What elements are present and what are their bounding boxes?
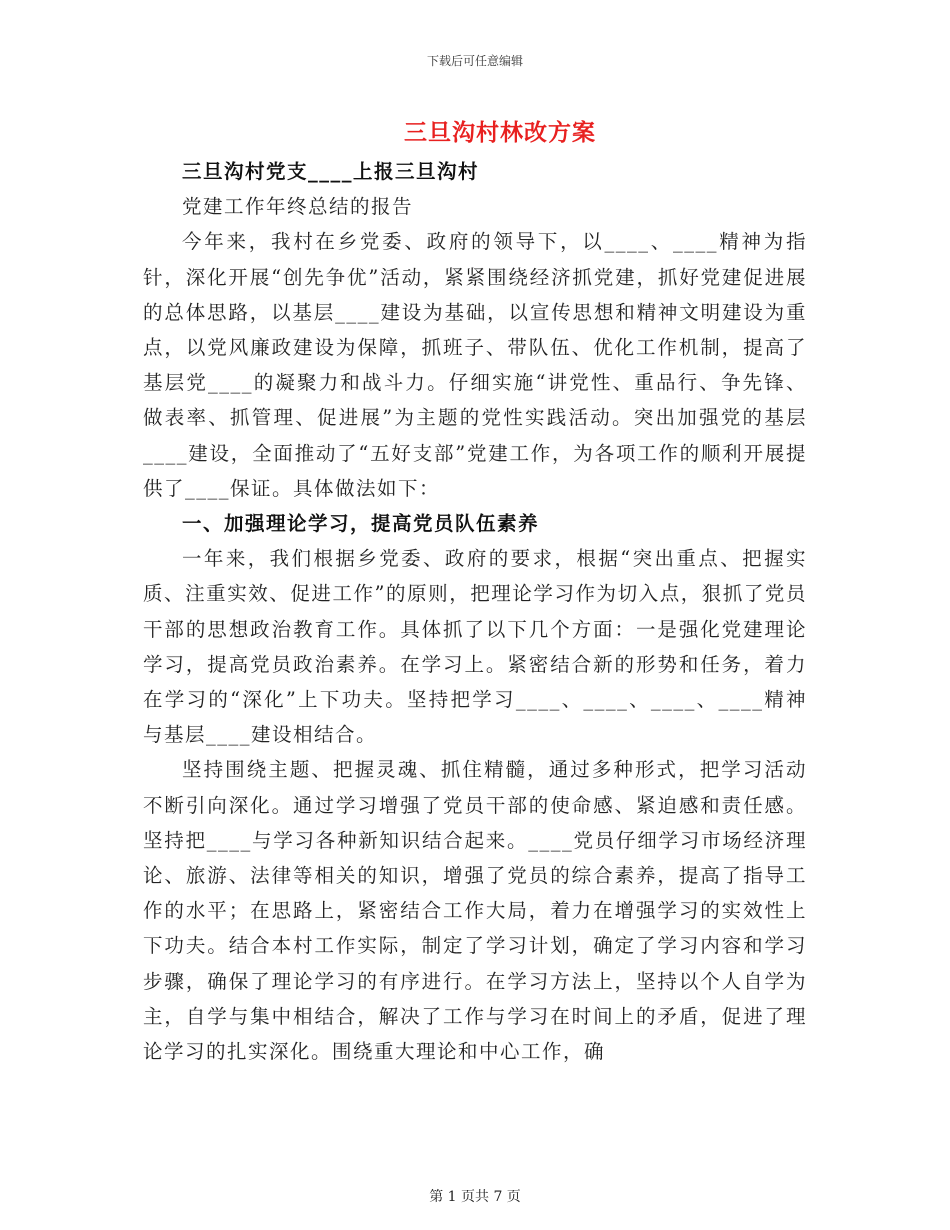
body-paragraph: 一年来，我们根据乡党委、政府的要求，根据“突出重点、把握实质、注重实效、促进工作”的原则，把理论学习作为切入点，狠抓了党员干部的思想政治教育工作。具体抓了以下几个方面：一是强化党建理论学习，提高党员政治素养。在学习上。紧密结合新的形势和任务，着力在学习的“深化”上下功夫。坚持把学习____、____、____、____精神与基层____建设相结合。 [143,547,807,747]
body-paragraph: 坚持围绕主题、把握灵魂、抓住精髓，通过多种形式，把学习活动不断引向深化。通过学习增强了党员干部的使命感、紧迫感和责任感。坚持把____与学习各种新知识结合起来。____党员仔细学习市场经济理论、旅游、法律等相关的知识，增强了党员的综合素养，提高了指导工作的水平；在思路上，紧密结合工作大局，着力在增强学习的实效性上下功夫。结合本村工作实际，制定了学习计划，确定了学习内容和学习步骤，确保了理论学习的有序进行。在学习方法上，坚持以个人自学为主，自学与集中相结合，解决了工作与学习在时间上的矛盾，促进了理论学习的扎实深化。围绕重大理论和中心工作，确 [143,758,807,1064]
page-number-footer: 第 1 页共 7 页 [429,1189,521,1205]
document-body [143,154,807,1069]
subtitle-line: 三旦沟村党支____上报三旦沟村 [182,160,480,183]
section-heading: 一、加强理论学习，提高党员队伍素养 [182,512,540,536]
intro-paragraph: 今年来，我村在乡党委、政府的领导下，以____、____精神为指针，深化开展“创先争优”活动，紧紧围绕经济抓党建，抓好党建促进展的总体思路，以基层____建设为基础，以宣传思想和精神文明建设为重点，以党风廉政建设为保障，抓班子、带队伍、优化工作机制，提高了基层党____的凝聚力和战斗力。仔细实施“讲党性、重品行、争先锋、做表率、抓管理、促进展”为主题的党性实践活动。突出加强党的基层____建设，全面推动了“五好支部”党建工作，为各项工作的顺利开展提供了____保证。具体做法如下： [143,230,807,500]
document-title: 三旦沟村林改方案 [404,119,596,146]
page-header-note: 下载后可任意编辑 [426,54,523,68]
report-title-paragraph: 党建工作年终总结的报告 [182,195,414,219]
